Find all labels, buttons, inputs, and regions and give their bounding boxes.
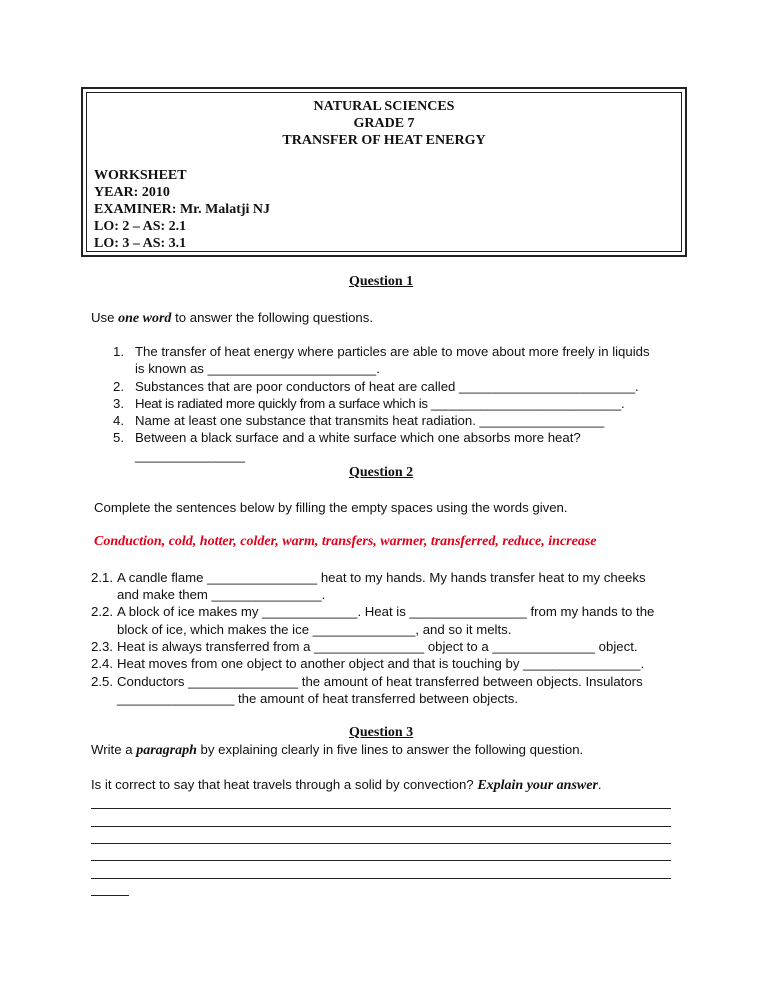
answer-line[interactable] bbox=[91, 843, 671, 844]
header-inner-border bbox=[86, 92, 682, 252]
lo-line-2: LO: 3 – AS: 3.1 bbox=[94, 236, 187, 251]
q2-item-text-cont: and make them _______________. bbox=[117, 587, 326, 602]
q1-instruction-emphasis: one word bbox=[118, 311, 172, 326]
q3-instruction-post: by explaining clearly in five lines to answer the following question. bbox=[196, 742, 584, 757]
q1-item-text: Substances that are poor conductors of heat are called ________________________. bbox=[135, 379, 639, 394]
q3-question-emphasis: Explain your answer bbox=[477, 778, 598, 793]
q1-item-number: 5. bbox=[113, 430, 124, 445]
q1-item-text-cont: is known as _______________________. bbox=[135, 361, 380, 376]
word-bank: Conduction, cold, hotter, colder, warm, transfers, warmer, transferred, reduce, increase bbox=[94, 534, 597, 549]
doc-type: WORKSHEET bbox=[94, 168, 187, 183]
q3-instruction-pre: Write a bbox=[91, 742, 137, 757]
q1-item-number: 3. bbox=[113, 396, 124, 411]
grade-title: GRADE 7 bbox=[353, 116, 415, 131]
answer-line[interactable] bbox=[91, 826, 671, 827]
answer-line[interactable] bbox=[91, 808, 671, 809]
q2-item-number: 2.4. bbox=[91, 656, 113, 671]
q2-instruction: Complete the sentences below by filling the empty spaces using the words given. bbox=[94, 500, 568, 515]
q2-item-text: Heat is always transferred from a _______________ object to a ______________ object. bbox=[117, 639, 638, 654]
q1-item-number: 1. bbox=[113, 344, 124, 359]
q1-item-text: Between a black surface and a white surface which one absorbs more heat? bbox=[135, 430, 581, 445]
q1-instruction bbox=[91, 310, 373, 327]
q2-item-text: Conductors _______________ the amount of heat transferred between objects. Insulators bbox=[117, 674, 643, 689]
year-line: YEAR: 2010 bbox=[94, 185, 170, 200]
question-1-title: Question 1 bbox=[349, 274, 414, 289]
q1-instruction-post: to answer the following questions. bbox=[171, 310, 374, 325]
examiner-line: EXAMINER: Mr. Malatji NJ bbox=[94, 202, 271, 217]
q3-question bbox=[91, 777, 602, 794]
q1-item-number: 4. bbox=[113, 413, 124, 428]
answer-line-end[interactable] bbox=[91, 895, 129, 896]
q2-item-text: Heat moves from one object to another object and that is touching by ________________. bbox=[117, 656, 645, 671]
q1-item-text-cont: _______________ bbox=[135, 448, 246, 463]
q2-item-text-cont: block of ice, which makes the ice ______________, and so it melts. bbox=[117, 622, 512, 637]
lo-line-1: LO: 2 – AS: 2.1 bbox=[94, 219, 187, 234]
q1-item-text: The transfer of heat energy where particles are able to move about more freely in liquids bbox=[135, 344, 650, 359]
q3-instruction-emphasis: paragraph bbox=[136, 743, 197, 758]
answer-line[interactable] bbox=[91, 860, 671, 861]
q2-item-number: 2.5. bbox=[91, 674, 113, 689]
topic-title: TRANSFER OF HEAT ENERGY bbox=[282, 133, 486, 148]
subject-title: NATURAL SCIENCES bbox=[313, 99, 455, 114]
q2-item-text-cont: ________________ the amount of heat transferred between objects. bbox=[117, 691, 519, 706]
q2-item-text: A block of ice makes my _____________. Heat is ________________ from my hands to the bbox=[117, 604, 655, 619]
q1-instruction-pre: Use bbox=[91, 310, 119, 325]
q2-item-number: 2.1. bbox=[91, 570, 113, 585]
q3-question-pre: Is it correct to say that heat travels through a solid by convection? bbox=[91, 777, 478, 792]
q2-item-number: 2.3. bbox=[91, 639, 113, 654]
q3-question-post: . bbox=[597, 777, 602, 792]
q3-instruction bbox=[91, 742, 583, 759]
q1-item-number: 2. bbox=[113, 379, 124, 394]
q1-item-text: Name at least one substance that transmits heat radiation. _________________ bbox=[135, 413, 605, 428]
answer-line[interactable] bbox=[91, 878, 671, 879]
header-box bbox=[81, 87, 687, 257]
q2-item-number: 2.2. bbox=[91, 604, 113, 619]
question-2-title: Question 2 bbox=[349, 465, 414, 480]
q1-item-text: Heat is radiated more quickly from a surface which is ___________________________. bbox=[135, 396, 625, 411]
q2-item-text: A candle flame _______________ heat to my hands. My hands transfer heat to my cheeks bbox=[117, 570, 646, 585]
question-3-title: Question 3 bbox=[349, 725, 414, 740]
